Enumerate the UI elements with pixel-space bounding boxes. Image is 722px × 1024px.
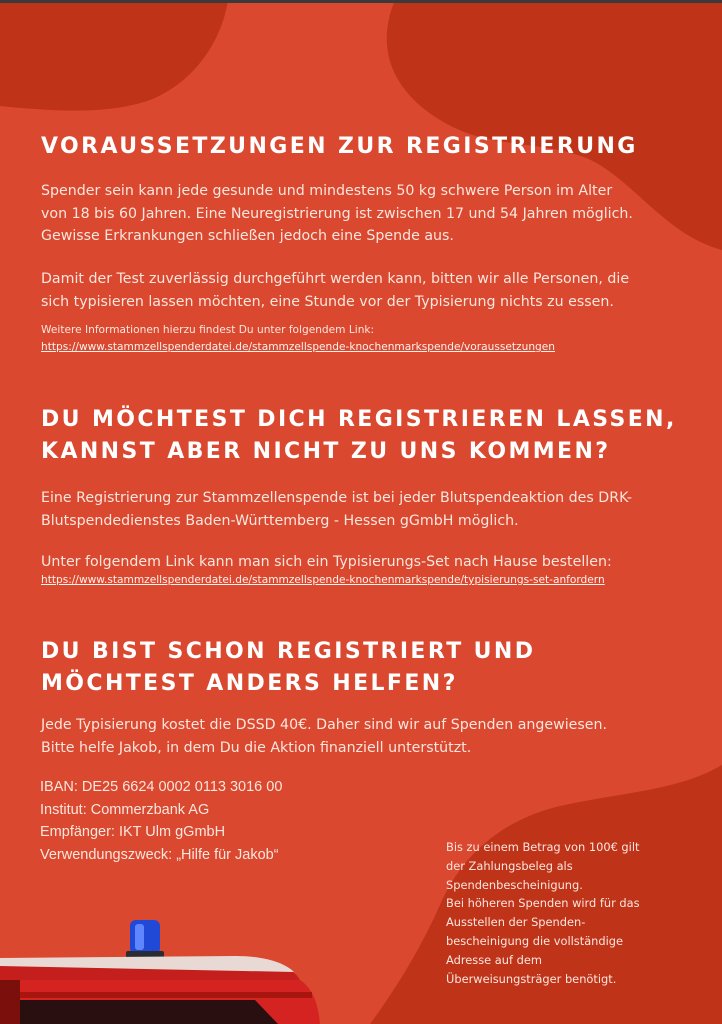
section1-info: Weitere Informationen hierzu findest Du unter folgendem Link: https://www.stammzellspenderdatei.de/stammzellspende-knochenmarkspende/voraussetzungen	[41, 322, 555, 356]
blue-light-icon	[126, 920, 164, 958]
bank-details	[40, 776, 282, 867]
section1-paragraph-1: Spender sein kann jede gesunde und mindestens 50 kg schwere Person im Alter von 18 bis 60 Jahren. Eine Neuregistrierung ist zwischen 17 und 54 Jahren möglich. Gewisse Erkrankungen schließen jedoch eine Spende aus.	[41, 183, 633, 244]
section1-heading: VORAUSSETZUNGEN ZUR REGISTRIERUNG	[41, 134, 638, 159]
section2-link-wrap	[41, 572, 605, 589]
section3-heading: DU BIST SCHON REGISTRIERT UND MÖCHTEST ANDERS HELFEN?	[41, 639, 536, 696]
link-voraussetzungen[interactable]: https://www.stammzellspenderdatei.de/stammzellspende-knochenmarkspende/voraussetzungen	[41, 341, 555, 353]
link-typisierungs-set[interactable]: https://www.stammzellspenderdatei.de/stammzellspende-knochenmarkspende/typisierungs-set-anfordern	[41, 574, 605, 586]
institut: Institut: Commerzbank AG	[40, 801, 210, 818]
empfaenger: Empfänger: IKT Ulm gGmbH	[40, 824, 226, 841]
section2-paragraph-1: Eine Registrierung zur Stammzellenspende ist bei jeder Blutspendeaktion des DRK- Blutspendedienstes Baden-Württemberg - Hessen gGmbH möglich.	[41, 490, 633, 529]
section2-heading: DU MÖCHTEST DICH REGISTRIEREN LASSEN, KANNST ABER NICHT ZU UNS KOMMEN?	[41, 407, 677, 464]
fire-truck-image	[0, 918, 330, 1024]
verwendungszweck: Verwendungszweck: „Hilfe für Jakob“	[40, 847, 279, 864]
section3-paragraph-1: Jede Typisierung kostet die DSSD 40€. Daher sind wir auf Spenden angewiesen. Bitte helfe Jakob, in dem Du die Aktion finanziell unterstützt.	[41, 717, 608, 756]
section1-paragraph-2: Damit der Test zuverlässig durchgeführt werden kann, bitten wir alle Personen, die sich typisieren lassen möchten, eine Stunde vor der Typisierung nichts zu essen.	[41, 271, 630, 310]
donation-note: Bis zu einem Betrag von 100€ gilt der Zahlungsbeleg als Spendenbescheinigung. Bei höheren Spenden wird für das Ausstellen der Spenden- bescheinigung die vollständige Adresse auf dem Überweisungsträger benötigt.	[446, 840, 640, 986]
section2-paragraph-2: Unter folgendem Link kann man sich ein Typisierungs-Set nach Hause bestellen:	[41, 554, 612, 570]
iban: IBAN: DE25 6624 0002 0113 3016 00	[40, 779, 283, 795]
